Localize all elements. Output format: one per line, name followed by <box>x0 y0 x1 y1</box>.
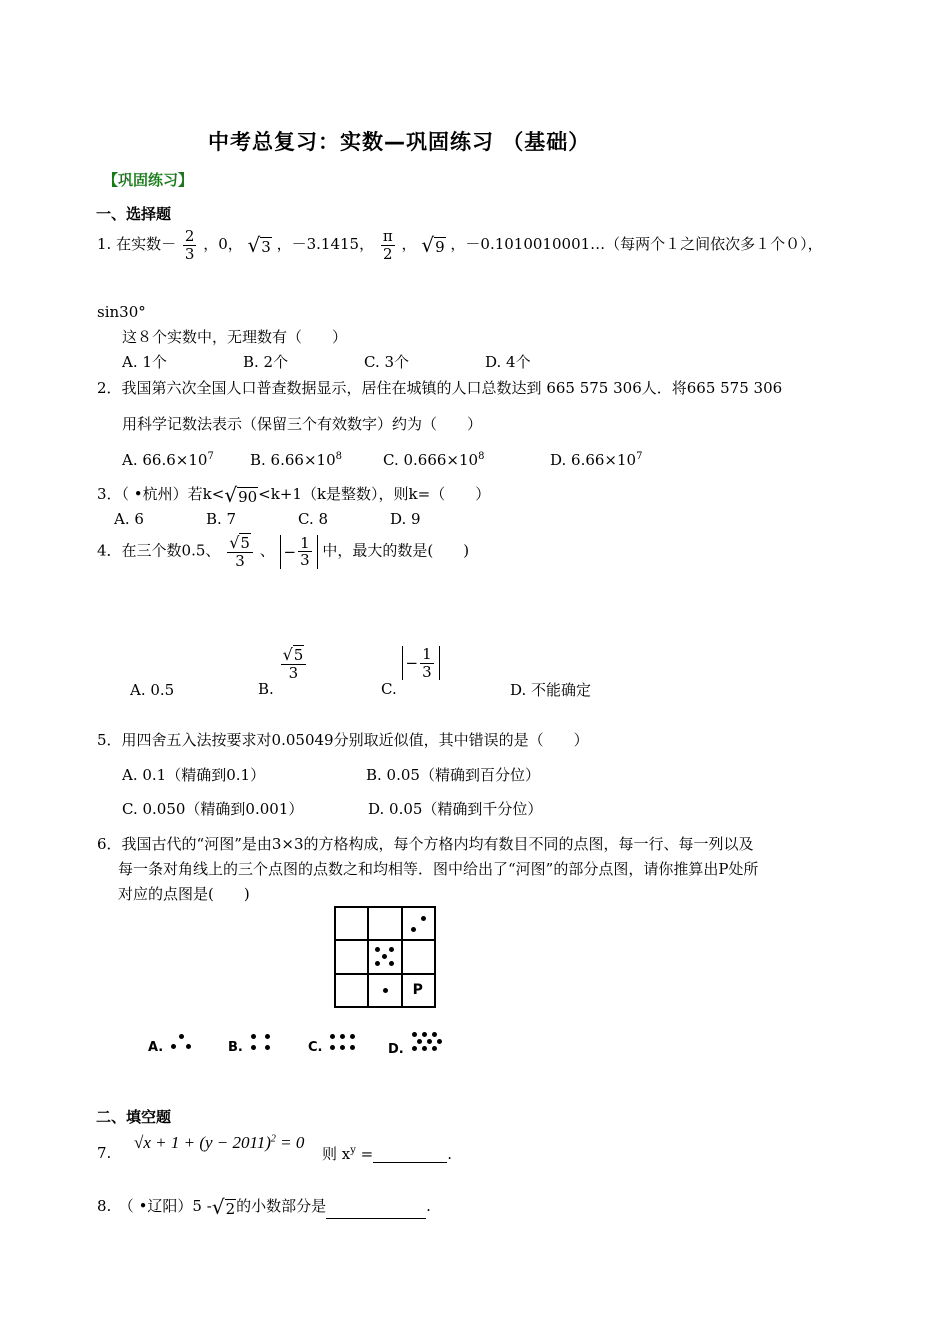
q4-frac-den: 3 <box>235 551 245 570</box>
q2-opt-d-exp: 7 <box>636 451 643 462</box>
q5-option-d: D. 0.05（精确到千分位） <box>368 800 543 818</box>
q1-stem <box>97 228 823 262</box>
q2-opt-c-exp: 8 <box>478 451 485 462</box>
dot <box>383 988 388 993</box>
q3-option-b: B. 7 <box>206 510 237 528</box>
q2-option-d <box>550 451 642 469</box>
q4-opt-c-den: 3 <box>422 662 432 681</box>
q2-opt-b-base: B. 6.66×10 <box>250 451 336 469</box>
q7-end: . <box>447 1145 453 1163</box>
q5-line1: 5．用四舍五入法按要求对0.05049分别取近似值，其中错误的是（ ） <box>97 731 589 749</box>
q7-number: 7. <box>97 1144 112 1162</box>
section-tag: 【巩固练习】 <box>103 171 194 189</box>
q4-option-d: D. 不能确定 <box>510 681 592 699</box>
dot <box>171 1044 176 1049</box>
q4-opt-b-den: 3 <box>288 663 299 682</box>
q1-rad2: 9 <box>435 238 445 256</box>
q8-sqrt2: √2 <box>211 1195 236 1219</box>
q6-option-b-label: B. <box>228 1040 243 1055</box>
q7-expr1: √x + 1 + (y − 2011) <box>134 1133 271 1152</box>
q6-line3: 对应的点图是( ) <box>118 885 250 903</box>
q4-opt-b-rad: 5 <box>293 646 304 665</box>
q4-opt-c-abs: − $\frac{1}{3}$ <box>402 646 440 680</box>
q2-option-a <box>122 451 214 469</box>
dot <box>389 947 394 952</box>
q6-line2: 每一条对角线上的三个点图的点数之和均相等．图中给出了“河图”的部分点图，请你推算出P处所 <box>118 860 759 878</box>
q6-option-c-label: C. <box>308 1040 323 1055</box>
q8-rad: 2 <box>225 1200 236 1218</box>
q2-line1: 2．我国第六次全国人口普查数据显示，居住在城镇的人口总数达到 665 575 306人．将665 575 306 <box>97 379 783 397</box>
dot <box>186 1044 191 1049</box>
q1-option-a: A. 1个 <box>122 353 167 371</box>
q8-suffix: 的小数部分是 <box>236 1197 327 1215</box>
q1-part3: ，－3.1415， <box>276 235 375 253</box>
q7-then: 则 x <box>322 1145 351 1163</box>
grid-cell-1-1 <box>335 907 368 940</box>
dot <box>412 1032 417 1037</box>
q5-option-a: A. 0.1（精确到0.1） <box>122 766 266 784</box>
q2-opt-b-exp: 8 <box>335 451 342 462</box>
q4-option-c <box>381 646 440 698</box>
q1-sqrt9: √9 <box>421 233 445 257</box>
q6-option-d-label: D. <box>388 1042 404 1057</box>
dot <box>179 1034 184 1039</box>
dot <box>432 1046 437 1051</box>
dot <box>330 1045 335 1050</box>
q2-option-b <box>250 451 342 469</box>
q7-then-exp: y <box>350 1145 356 1156</box>
q7-expr-exp: 2 <box>270 1133 276 1145</box>
q1-option-b: B. 2个 <box>243 353 289 371</box>
q3-option-c: C. 8 <box>298 510 329 528</box>
q2-opt-d-base: D. 6.66×10 <box>550 451 637 469</box>
q1-sqrt3: √3 <box>247 233 271 257</box>
q1-line2: sin30° <box>97 303 146 321</box>
q4-suffix: 中，最大的数是( ) <box>322 541 470 560</box>
q4-option-a: A. 0.5 <box>130 681 175 699</box>
q1-frac-two-thirds <box>183 228 197 262</box>
q1-frac-pi-half <box>381 228 395 262</box>
q1-part2: ，0， <box>203 235 243 253</box>
dot <box>375 947 380 952</box>
q2-opt-a-exp: 7 <box>207 451 214 462</box>
dot <box>421 916 426 921</box>
q4-frac-num-rad: 5 <box>240 534 250 553</box>
q6-line1: 6．我国古代的“河图”是由3×3的方格构成，每个方格内均有数目不同的点图，每一行、每一列以及 <box>97 835 754 853</box>
dot <box>330 1034 335 1039</box>
q1-frac1-den: 3 <box>184 244 195 263</box>
hetu-grid <box>334 906 436 1008</box>
page-title: 中考总复习：实数—巩固练习 （基础） <box>208 130 591 154</box>
q4-sep: 、 <box>259 541 275 560</box>
grid-cell-1-2 <box>368 907 401 940</box>
q4-stem <box>97 534 469 569</box>
section-choice-heading: 一、选择题 <box>96 205 172 223</box>
q8-answer-blank[interactable] <box>326 1202 426 1219</box>
q1-option-c: C. 3个 <box>364 353 410 371</box>
dot <box>340 1034 345 1039</box>
dot <box>411 927 416 932</box>
dot <box>432 1032 437 1037</box>
grid-cell-2-1 <box>335 940 368 973</box>
q3-sqrt90: √90 <box>224 483 258 507</box>
q1-frac2-den: 2 <box>383 244 393 263</box>
dot <box>350 1034 355 1039</box>
q4-abs-den: 3 <box>300 551 310 570</box>
q1-frac1-num: 2 <box>184 227 195 245</box>
q3-prefix: 3．（ •杭州）若k< <box>97 485 225 503</box>
q3-stem <box>97 483 490 507</box>
q4-abs-num: 1 <box>300 533 310 552</box>
q5-option-c: C. 0.050（精确到0.001） <box>122 800 304 818</box>
grid-cell-2-2 <box>368 940 401 973</box>
dot <box>422 1032 427 1037</box>
q3-rad: 90 <box>238 488 258 506</box>
section-fill-heading: 二、填空题 <box>96 1108 172 1126</box>
dot <box>412 1046 417 1051</box>
grid-cell-2-3 <box>402 940 435 973</box>
grid-cell-3-2 <box>368 974 401 1007</box>
q7-answer-blank[interactable] <box>373 1146 447 1163</box>
q2-option-c <box>383 451 484 469</box>
q1-option-d: D. 4个 <box>485 353 531 371</box>
q4-opt-b-frac <box>281 646 307 681</box>
q7-equation <box>134 1133 304 1153</box>
q6-option-a-label: A. <box>148 1040 164 1055</box>
dot <box>251 1034 256 1039</box>
q1-frac2-num: π <box>382 227 393 245</box>
dot <box>389 961 394 966</box>
q4-prefix: 4．在三个数0.5、 <box>97 541 221 560</box>
q1-line3: 这８个实数中，无理数有（ ） <box>122 328 348 346</box>
q8-end: . <box>426 1197 431 1215</box>
q3-option-d: D. 9 <box>390 510 421 528</box>
q4-frac-num: √5 <box>227 534 253 553</box>
dot <box>422 1046 427 1051</box>
q2-line2: 用科学记数法表示（保留三个有效数字）约为（ ） <box>122 415 483 433</box>
dot <box>382 954 387 959</box>
dot <box>427 1039 432 1044</box>
q2-opt-c-base: C. 0.666×10 <box>383 451 479 469</box>
q4-frac-sqrt5-3 <box>227 534 253 569</box>
grid-cell-1-3 <box>402 907 435 940</box>
dot <box>375 961 380 966</box>
grid-cell-3-1 <box>335 974 368 1007</box>
q3-suffix: <k+1（k是整数），则k=（ ） <box>258 485 491 503</box>
q7-answer <box>322 1145 452 1163</box>
q5-option-b: B. 0.05（精确到百分位） <box>366 766 540 784</box>
q1-prefix: 1. 在实数－ <box>97 235 177 253</box>
q4-opt-b-num: √5 <box>281 646 307 665</box>
grid-cell-3-3 <box>402 974 435 1007</box>
q4-option-b <box>258 646 308 698</box>
dot <box>265 1034 270 1039</box>
q7-eq: = <box>355 1145 374 1163</box>
q4-opt-c-label: C. <box>381 680 397 698</box>
q1-part5: ，－0.1010010001…（每两个１之间依次多１个０）， <box>450 235 823 253</box>
q4-opt-c-num: 1 <box>422 645 432 663</box>
q8-stem <box>97 1195 431 1219</box>
q3-option-a: A. 6 <box>114 510 144 528</box>
dot <box>265 1045 270 1050</box>
dot <box>251 1045 256 1050</box>
q7-expr2: = 0 <box>275 1133 305 1152</box>
q4-abs-neg-third: − $\frac{1}{3}$ <box>280 535 318 569</box>
q4-opt-b-label: B. <box>258 680 274 698</box>
dot <box>340 1045 345 1050</box>
dot <box>350 1045 355 1050</box>
q8-prefix: 8. （ •辽阳）5 - <box>97 1197 212 1215</box>
grid-p-label: P <box>412 981 423 998</box>
q1-part4: ， <box>401 235 417 253</box>
q2-opt-a-base: A. 66.6×10 <box>122 451 208 469</box>
dot <box>437 1039 442 1044</box>
dot <box>417 1039 422 1044</box>
q1-rad1: 3 <box>261 238 271 256</box>
